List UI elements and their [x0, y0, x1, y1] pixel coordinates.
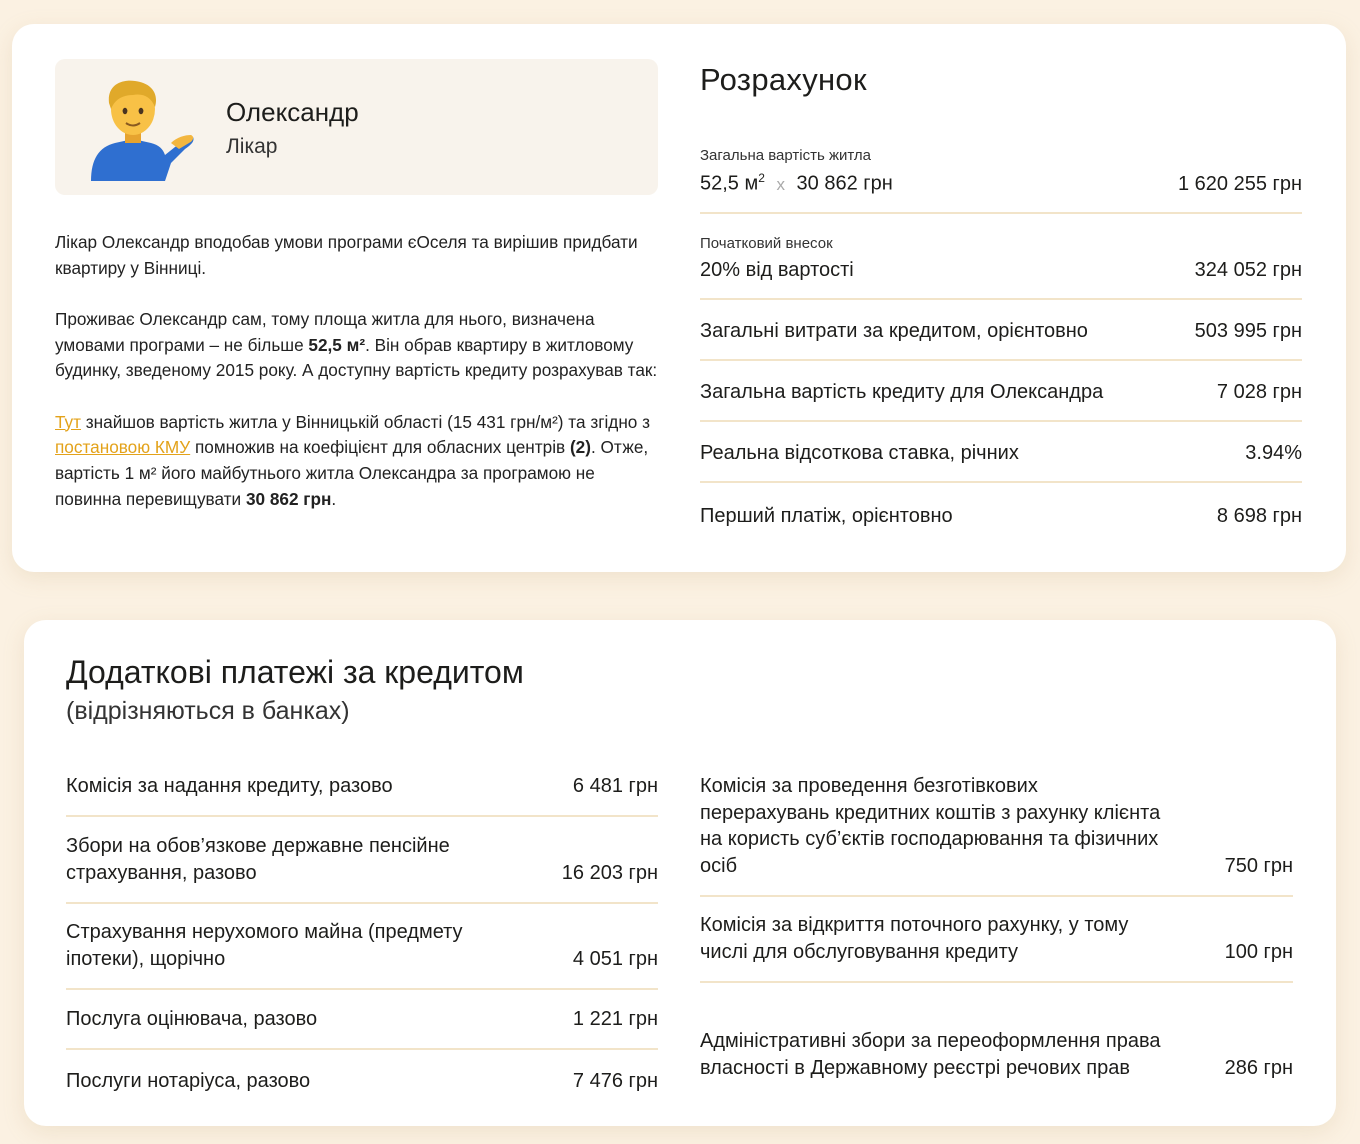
total-cost-caption: Загальна вартість житла [700, 147, 872, 165]
here-link[interactable]: Тут [55, 411, 81, 432]
calculation-panel [700, 62, 1302, 544]
calc-row-value: 7 028 грн [1216, 381, 1302, 403]
fee-label: Послуга оцінювача, разово [66, 1007, 318, 1030]
fee-row [700, 770, 1293, 897]
fee-row [66, 817, 658, 904]
fees-left-list [66, 770, 658, 1110]
calc-row [700, 300, 1302, 361]
profile-role: Лікар [226, 135, 278, 158]
story-bold: 30 862 грн [245, 488, 332, 509]
fee-value: 1 221 грн [572, 1007, 658, 1030]
fee-label: Комісія за проведення безготівкових перерахувань кредитних коштів з рахунку клієнта на користь суб’єктів господарювання та фізичних осіб [700, 775, 1161, 877]
total-cost-label [700, 147, 893, 196]
times-sign: x [776, 175, 785, 194]
calc-row-value: 8 698 грн [1216, 505, 1302, 527]
fee-label: Послуги нотаріуса, разово [66, 1069, 311, 1092]
calc-row [700, 361, 1302, 422]
fee-label: Комісія за відкриття поточного рахунку, у тому числі для обслуговування кредиту [700, 914, 1129, 963]
story-bold: (2) [569, 437, 591, 458]
fee-value: 750 грн [1224, 854, 1293, 877]
additional-subtitle: (відрізняються в банках) [66, 697, 350, 725]
fee-value: 16 203 грн [561, 861, 658, 884]
profile-box [55, 59, 658, 195]
fee-value: 286 грн [1224, 1056, 1293, 1079]
fee-value: 6 481 грн [572, 774, 658, 797]
fee-label: Комісія за надання кредиту, разово [66, 774, 393, 797]
total-cost-value: 1 620 255 грн [1178, 173, 1302, 195]
story-text-span: помножив на коефіцієнт для обласних центрів [190, 437, 570, 458]
down-payment-row [700, 214, 1302, 300]
fee-row [700, 897, 1293, 983]
fee-row [66, 904, 658, 990]
fee-value: 7 476 грн [572, 1069, 658, 1092]
story-text [55, 230, 665, 538]
story-bold: 52,5 м² [308, 334, 366, 355]
calc-row [700, 422, 1302, 483]
calc-row-label: Загальні витрати за кредитом, орієнтовно [700, 320, 1088, 342]
calc-row [700, 483, 1302, 544]
fees-right-list [700, 770, 1293, 1097]
calc-row-label: Реальна відсоткова ставка, річних [700, 442, 1019, 464]
down-payment-value: 324 052 грн [1194, 259, 1302, 281]
calc-row-label: Загальна вартість кредиту для Олександра [700, 381, 1104, 403]
fee-label: Збори на обов’язкове державне пенсійне страхування, разово [66, 835, 450, 884]
fee-row [66, 770, 658, 817]
additional-payments-card [24, 620, 1336, 1126]
calc-row-label: Перший платіж, орієнтовно [700, 505, 953, 527]
story-text-span: Проживає Олександр сам, тому площа житла для нього, визначена умовами програми – не більше [55, 308, 595, 355]
calc-row-value: 503 995 грн [1194, 320, 1302, 342]
fee-value: 4 051 грн [572, 947, 658, 970]
story-text-span: знайшов вартість житла у Вінницькій області (15 431 грн/м²) та згідно з [81, 411, 651, 432]
total-cost-row [700, 128, 1302, 214]
calc-row-value: 3.94% [1245, 442, 1302, 464]
story-paragraph: Лікар Олександр вподобав умови програми єОселя та вирішив придбати квартиру у Вінниці. [55, 232, 638, 278]
man-tipping-hand-icon [85, 77, 195, 181]
profile-name: Олександр [226, 97, 359, 127]
story-paragraph [55, 307, 665, 384]
down-payment-caption: Початковий внесок [700, 235, 833, 252]
fee-label: Адміністративні збори за переоформлення права власності в Державному реєстрі речових прав [700, 1030, 1161, 1079]
story-paragraph [55, 410, 665, 513]
fee-value: 100 грн [1224, 940, 1293, 963]
calculation-card [12, 24, 1346, 572]
story-text-span: . Отже, вартість 1 м² його майбутнього житла Олександра за програмою не повинна перевищувати [55, 437, 649, 509]
fee-row [66, 1050, 658, 1110]
fee-row [66, 990, 658, 1050]
calculation-title: Розрахунок [700, 62, 867, 97]
fee-label: Страхування нерухомого майна (предмету іпотеки), щорічно [66, 921, 463, 970]
fee-row [700, 983, 1293, 1097]
area-sup: 2 [758, 171, 765, 186]
down-payment-label [700, 235, 854, 282]
price-per-m: 30 862 грн [796, 173, 893, 195]
story-text-span: . [331, 488, 337, 509]
area-value: 52,5 м [700, 173, 759, 195]
cabinet-resolution-link[interactable]: постановою КМУ [55, 437, 191, 458]
down-payment-text: 20% від вартості [700, 259, 854, 281]
story-text-span: . Він обрав квартиру в житловому будинку, зведеному 2015 року. А доступну вартість кредиту розрахував так: [55, 334, 658, 381]
additional-title: Додаткові платежі за кредитом [66, 654, 524, 690]
